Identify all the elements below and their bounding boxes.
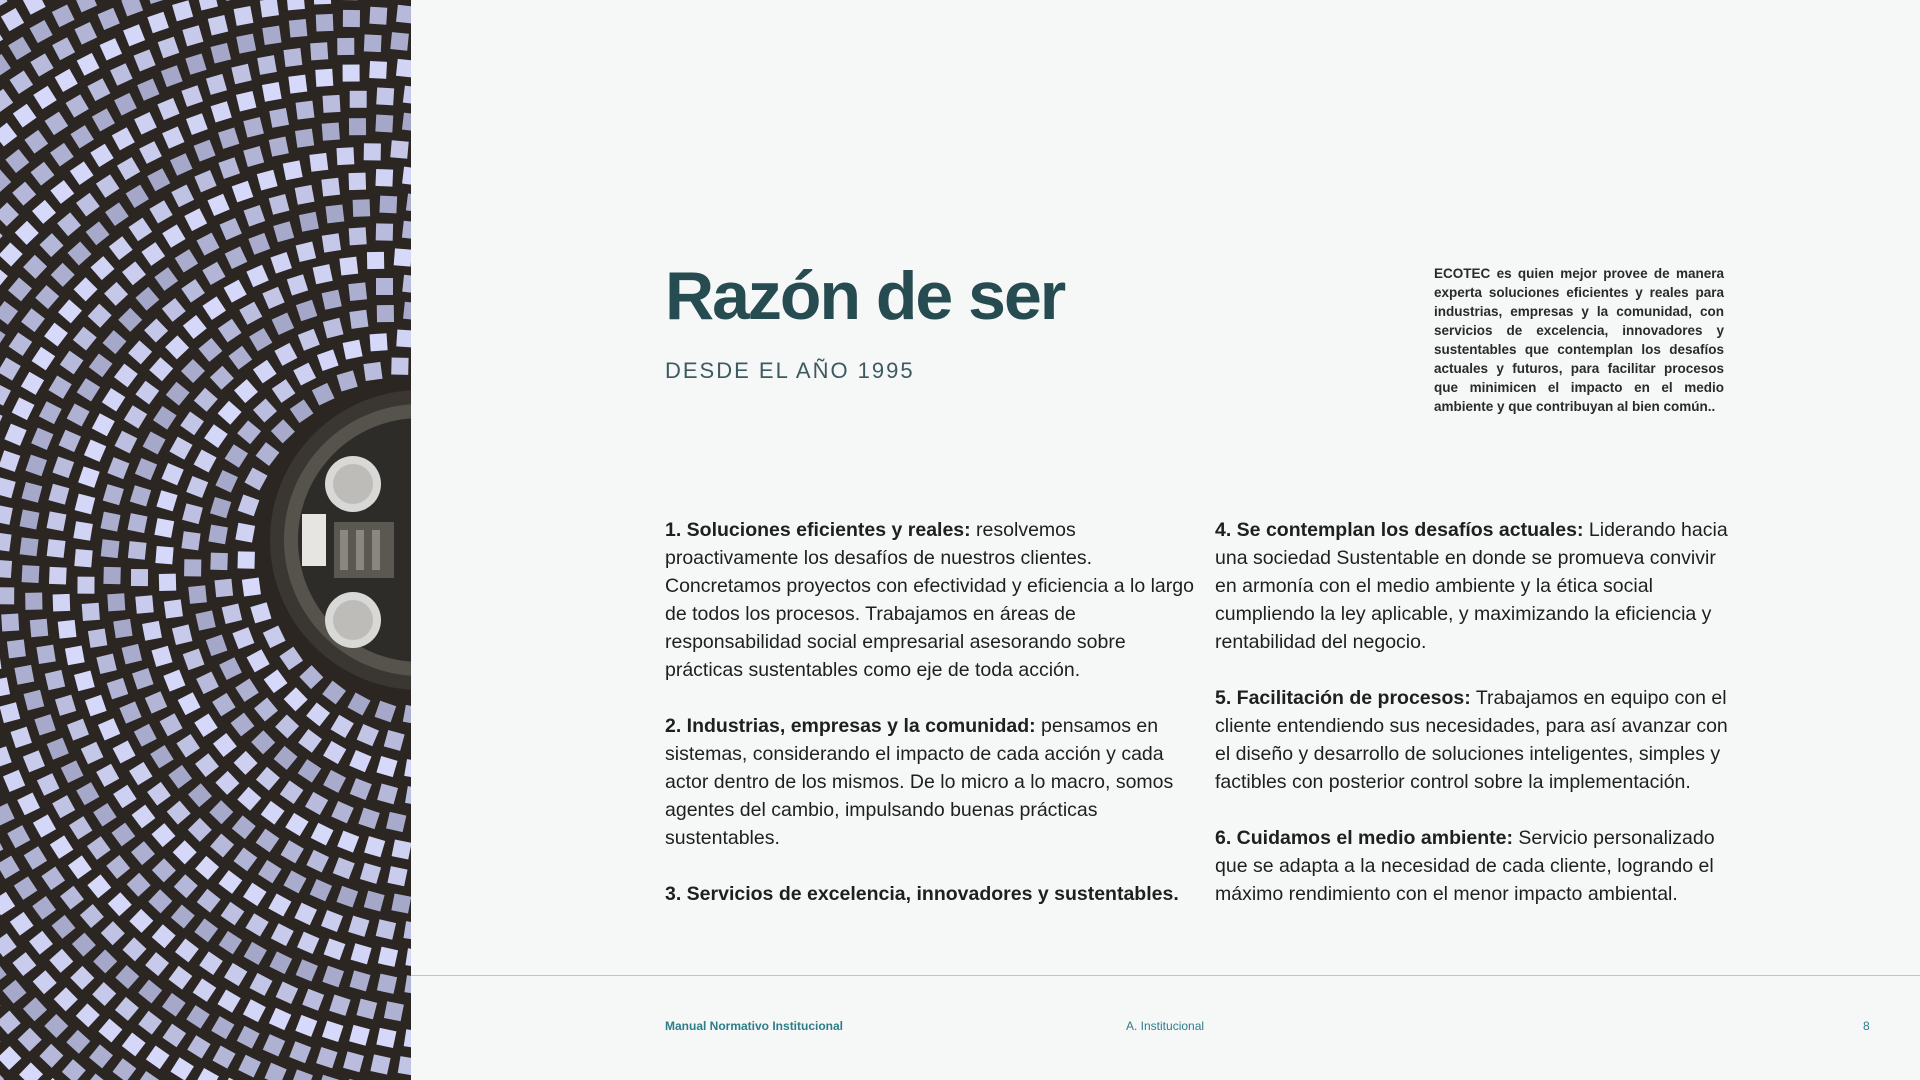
- heliostat-mirror: [364, 34, 382, 52]
- heliostat-mirror: [262, 82, 282, 102]
- heliostat-mirror: [234, 6, 254, 26]
- heliostat-mirror: [322, 122, 340, 140]
- heliostat-mirror: [349, 173, 367, 191]
- heliostat-mirror: [25, 593, 42, 610]
- heliostat-mirror: [88, 628, 107, 647]
- heliostat-mirror: [210, 553, 228, 571]
- heliostat-mirror: [364, 143, 381, 160]
- heliostat-mirror: [236, 34, 256, 54]
- heliostat-mirror: [375, 169, 393, 187]
- heliostat-mirror: [349, 227, 367, 245]
- plant-pipe-a: [340, 530, 348, 570]
- heliostat-mirror: [154, 518, 174, 538]
- heliostat-mirror: [391, 357, 408, 374]
- heliostat-mirror: [127, 513, 147, 533]
- heliostat-mirror: [392, 839, 411, 859]
- plant-building: [302, 514, 326, 566]
- heliostat-mirror: [325, 204, 344, 223]
- heliostat-mirror: [377, 974, 397, 994]
- heliostat-mirror: [322, 95, 340, 113]
- heliostat-mirror: [113, 619, 132, 638]
- heliostat-mirror: [7, 639, 26, 658]
- heliostat-mirror: [128, 541, 147, 560]
- storage-tank-bottom-inner: [333, 600, 373, 640]
- heliostat-mirror: [348, 282, 367, 301]
- heliostat-mirror: [260, 0, 279, 17]
- heliostat-mirror: [363, 362, 382, 381]
- heliostat-mirror: [0, 560, 12, 578]
- heliostat-mirror: [295, 185, 315, 205]
- heliostat-mirror: [322, 233, 341, 252]
- heliostat-mirror: [155, 546, 173, 564]
- heliostat-mirror: [337, 38, 354, 55]
- heliostat-mirror: [387, 866, 407, 886]
- footer-divider: [411, 975, 1920, 976]
- heliostat-mirror: [378, 947, 398, 967]
- heliostat-mirror: [0, 587, 14, 604]
- heliostat-mirror: [283, 48, 302, 67]
- heliostat-mirror: [396, 5, 411, 24]
- heliostat-mirror: [159, 574, 176, 591]
- heliostat-mirror: [269, 137, 289, 157]
- heliostat-mirror: [164, 599, 183, 618]
- heliostat-mirror: [376, 1028, 396, 1048]
- plant-pipe-b: [356, 530, 364, 570]
- heliostat-mirror: [295, 129, 314, 148]
- heliostat-mirror: [343, 65, 360, 82]
- heliostat-mirror: [309, 153, 328, 172]
- heliostat-mirror: [47, 539, 66, 558]
- heliostat-mirror: [14, 665, 34, 685]
- value-item-heading: 1. Soluciones eficientes y reales:: [665, 519, 971, 541]
- heliostat-mirror: [350, 91, 367, 108]
- heliostat-mirror: [101, 539, 120, 558]
- heliostat-mirror: [369, 61, 387, 79]
- intro-paragraph: ECOTEC es quien mejor provee de manera experta soluciones eficientes y reales para industrias, empresas y la comunidad, con servicios de excelencia, innovadores y sustentables que contemplan los desafíos actuales y futuros, para facilitar procesos que minimicen el impacto en el medio ambiente y que contribuyan al bien común..: [1434, 266, 1724, 414]
- heliostat-mirror: [135, 595, 153, 613]
- heliostat-mirror: [396, 59, 411, 78]
- heliostat-mirror: [214, 579, 233, 598]
- value-item-heading: 3. Servicios de excelencia, innovadores y sustentables.: [665, 883, 1179, 905]
- heliostat-mirror: [195, 610, 215, 630]
- heliostat-mirror: [49, 567, 67, 585]
- heliostat-mirror: [313, 264, 333, 284]
- heliostat-mirror: [20, 510, 40, 530]
- values-column-right: [1215, 516, 1740, 936]
- storage-tank-top-inner: [333, 464, 373, 504]
- value-item-text: Servicio personalizado que se adapta a la necesidad de cada cliente, logrando el máximo rendimiento con el menor impacto ambiental.: [1215, 827, 1715, 905]
- heliostat-mirror: [310, 42, 328, 60]
- heliostat-mirror: [53, 594, 71, 612]
- heliostat-mirror: [394, 248, 411, 266]
- heliostat-mirror: [181, 531, 200, 550]
- value-item-heading: 6. Cuidamos el medio ambiente:: [1215, 827, 1513, 849]
- heliostat-mirror: [376, 223, 393, 240]
- heliostat-mirror: [65, 645, 85, 665]
- heliostat-mirror: [58, 620, 77, 639]
- heliostat-mirror: [257, 55, 277, 75]
- value-item-heading: 4. Se contemplan los desafíos actuales:: [1215, 519, 1584, 541]
- aerial-photo-illustration: [0, 0, 411, 1080]
- heliostat-mirror: [1, 614, 19, 632]
- heliostat-mirror: [22, 565, 40, 583]
- heliostat-mirror: [103, 567, 120, 584]
- value-item-4: [1215, 516, 1740, 656]
- heliostat-mirror: [288, 75, 307, 94]
- heliostat-mirror: [289, 19, 308, 38]
- heliostat-mirror: [235, 523, 255, 543]
- heliostat-mirror: [321, 178, 340, 197]
- heliostat-mirror: [339, 257, 358, 276]
- heliostat-mirror: [390, 32, 409, 51]
- heliostat-mirror: [343, 340, 363, 360]
- heliostat-mirror: [269, 108, 289, 128]
- heliostat-mirror: [107, 593, 125, 611]
- value-item-5: [1215, 684, 1740, 796]
- heliostat-mirror: [370, 333, 388, 351]
- value-item-2: [665, 712, 1205, 852]
- value-item-text: Trabajamos en equipo con el cliente entendiendo sus necesidades, para así avanzar con el diseño y desarrollo de soluciones inteligentes, simples y factibles con posterior control sobre la implementación.: [1215, 687, 1728, 793]
- value-item-text: Liderando hacia una sociedad Sustentable en donde se promueva convivir en armonía con el medio ambiente y la ética social cumpliendo la ley aplicable, y maximizando la eficiencia y rentabilidad del negocio.: [1215, 519, 1728, 653]
- heliostat-mirror: [77, 577, 94, 594]
- heliostat-mirror: [336, 147, 354, 165]
- value-item-1: [665, 516, 1205, 684]
- heliostat-mirror: [142, 621, 162, 641]
- heliostat-mirror: [376, 87, 394, 105]
- heliostat-mirror: [390, 140, 408, 158]
- page-subtitle: DESDE EL AÑO 1995: [665, 358, 915, 383]
- heliostat-mirror: [82, 603, 100, 621]
- footer-section-name: A. Institucional: [1126, 1019, 1205, 1033]
- heliostat-mirror: [349, 118, 366, 135]
- heliostat-mirror: [237, 551, 254, 568]
- heliostat-mirror: [353, 199, 371, 217]
- heliostat-mirror: [20, 537, 39, 556]
- value-item-heading: 2. Industrias, empresas y la comunidad:: [665, 715, 1036, 737]
- heliostat-mirror: [391, 894, 411, 914]
- plant-pipe-c: [372, 530, 380, 570]
- heliostat-mirror: [384, 1001, 404, 1021]
- heliostat-mirror: [74, 549, 92, 567]
- heliostat-mirror: [188, 585, 207, 604]
- heliostat-mirror: [208, 525, 228, 545]
- cover-photo-heliostat-field: [0, 0, 411, 1080]
- heliostat-mirror: [379, 196, 397, 214]
- heliostat-mirror: [315, 69, 333, 87]
- heliostat-mirror: [322, 290, 342, 310]
- heliostat-mirror: [376, 278, 393, 295]
- heliostat-mirror: [316, 14, 334, 32]
- value-item-heading: 5. Facilitación de procesos:: [1215, 687, 1471, 709]
- heliostat-mirror: [262, 26, 281, 45]
- heliostat-mirror: [30, 619, 48, 637]
- heliostat-mirror: [131, 569, 148, 586]
- values-column-left: [665, 516, 1205, 936]
- heliostat-mirror: [375, 115, 393, 133]
- heliostat-mirror: [370, 1054, 390, 1074]
- heliostat-mirror: [283, 160, 303, 180]
- footer-document-title: Manual Normativo Institucional: [665, 1019, 844, 1033]
- heliostat-mirror: [286, 0, 304, 10]
- page-title: Razón de ser: [665, 258, 1065, 334]
- heliostat-mirror: [47, 511, 67, 531]
- heliostat-mirror: [396, 329, 411, 347]
- value-item-text: resolvemos proactivamente los desafíos de nuestros clientes. Concretamos proyectos con efectividad y eficiencia a lo largo de todos los procesos. Trabajamos en áreas de responsabilidad social empresarial asesorando sobre prácticas sustentables como eje de toda acción.: [665, 519, 1194, 681]
- heliostat-mirror: [73, 521, 93, 541]
- footer-page-number: 8: [1863, 1019, 1870, 1033]
- heliostat-mirror: [100, 512, 120, 532]
- heliostat-mirror: [313, 0, 331, 5]
- value-item-6: [1215, 824, 1740, 908]
- heliostat-mirror: [36, 645, 55, 664]
- value-item-text: pensamos en sistemas, considerando el impacto de cada acción y cada actor dentro de los mismos. De lo micro a lo macro, somos agentes del cambio, impulsando buenas prácticas sustentables.: [665, 715, 1174, 849]
- heliostat-mirror: [377, 305, 394, 322]
- value-item-3: [665, 880, 1205, 908]
- heliostat-mirror: [349, 310, 368, 329]
- heliostat-mirror: [242, 577, 261, 596]
- heliostat-mirror: [299, 212, 319, 232]
- heliostat-mirror: [184, 559, 201, 576]
- heliostat-mirror: [343, 10, 360, 27]
- heliostat-mirror: [367, 252, 384, 269]
- heliostat-mirror: [296, 101, 315, 120]
- heliostat-mirror: [369, 7, 387, 25]
